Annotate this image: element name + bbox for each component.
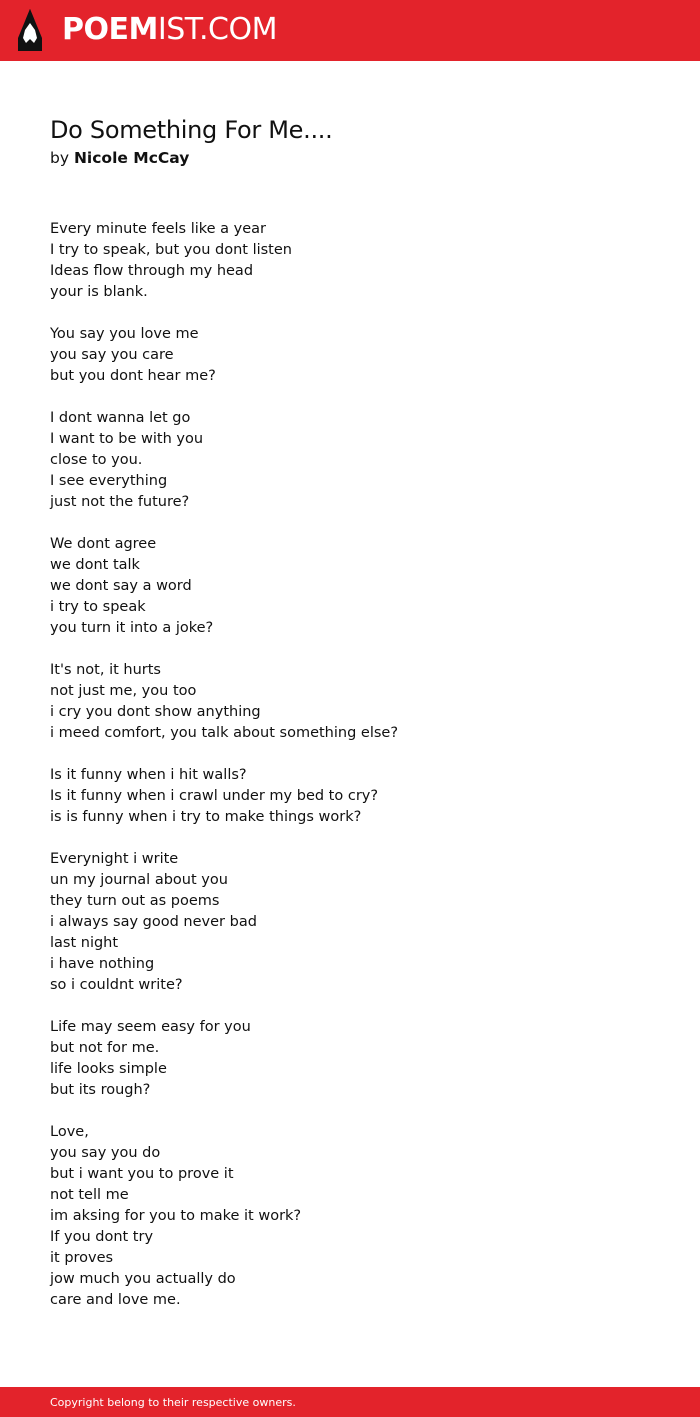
poem-line: we dont talk (50, 557, 140, 573)
poem-line: I want to be with you (50, 431, 204, 447)
poem-line: so i couldnt write? (50, 977, 183, 993)
logo-text-bold: POEM (62, 12, 158, 47)
poem-line: Ideas flow through my head (50, 263, 254, 279)
poem-stanza (50, 534, 650, 639)
site-logo-text (62, 12, 277, 47)
poem-line: jow much you actually do (50, 1271, 236, 1287)
poem-stanza (50, 408, 650, 513)
poem-line: just not the future? (50, 494, 190, 510)
poem-line: you turn it into a joke? (50, 620, 214, 636)
poem-line: it proves (50, 1250, 114, 1266)
poem-line: If you dont try (50, 1229, 154, 1245)
poem-line: is is funny when i try to make things work? (50, 809, 362, 825)
poem-line: Life may seem easy for you (50, 1019, 251, 1035)
poem-line: not just me, you too (50, 683, 197, 699)
poem-line: not tell me (50, 1187, 129, 1203)
poem-stanza (50, 1122, 650, 1311)
poem-stanza (50, 765, 650, 828)
poem-line: I dont wanna let go (50, 410, 191, 426)
poem-line: but its rough? (50, 1082, 151, 1098)
poem-line: I try to speak, but you dont listen (50, 242, 292, 258)
footer-bar (0, 1387, 700, 1417)
poem-line: i always say good never bad (50, 914, 257, 930)
poem-line: you say you care (50, 347, 174, 363)
poem-line: Everynight i write (50, 851, 179, 867)
poem-line: but you dont hear me? (50, 368, 216, 384)
poem-stanza (50, 219, 650, 303)
site-logo-link[interactable] (16, 8, 277, 52)
poem-byline (50, 149, 189, 167)
author-name: Nicole McCay (73, 149, 190, 167)
by-label: by (50, 149, 70, 167)
poem-line: i try to speak (50, 599, 146, 615)
pencil-tip-icon (16, 8, 44, 52)
poem-line: but not for me. (50, 1040, 160, 1056)
poem-line: life looks simple (50, 1061, 167, 1077)
poem-line: I see everything (50, 473, 168, 489)
poem-body (50, 219, 650, 1332)
copyright-notice: Copyright belong to their respective owners. (50, 1396, 296, 1409)
poem-line: Every minute feels like a year (50, 221, 267, 237)
poem-title: Do Something For Me.... (50, 116, 333, 144)
poem-line: but i want you to prove it (50, 1166, 234, 1182)
poem-line: last night (50, 935, 119, 951)
poem-line: We dont agree (50, 536, 157, 552)
poem-line: they turn out as poems (50, 893, 220, 909)
poem-line: i have nothing (50, 956, 155, 972)
poem-line: you say you do (50, 1145, 161, 1161)
poem-stanza (50, 849, 650, 996)
poem-line: Love, (50, 1124, 89, 1140)
poem-line: i cry you dont show anything (50, 704, 261, 720)
poem-stanza (50, 1017, 650, 1101)
poem-line: close to you. (50, 452, 143, 468)
poem-line: i meed comfort, you talk about something else? (50, 725, 399, 741)
poem-line: your is blank. (50, 284, 148, 300)
poem-line: we dont say a word (50, 578, 192, 594)
poem-line: It's not, it hurts (50, 662, 161, 678)
poem-line: care and love me. (50, 1292, 181, 1308)
poem-line: Is it funny when i crawl under my bed to cry? (50, 788, 379, 804)
poem-stanza (50, 660, 650, 744)
poem-line: un my journal about you (50, 872, 228, 888)
poem-line: im aksing for you to make it work? (50, 1208, 302, 1224)
poem-stanza (50, 324, 650, 387)
logo-text-light: IST.COM (157, 12, 277, 47)
poem-line: You say you love me (50, 326, 199, 342)
poem-line: Is it funny when i hit walls? (50, 767, 247, 783)
top-bar (0, 0, 700, 61)
